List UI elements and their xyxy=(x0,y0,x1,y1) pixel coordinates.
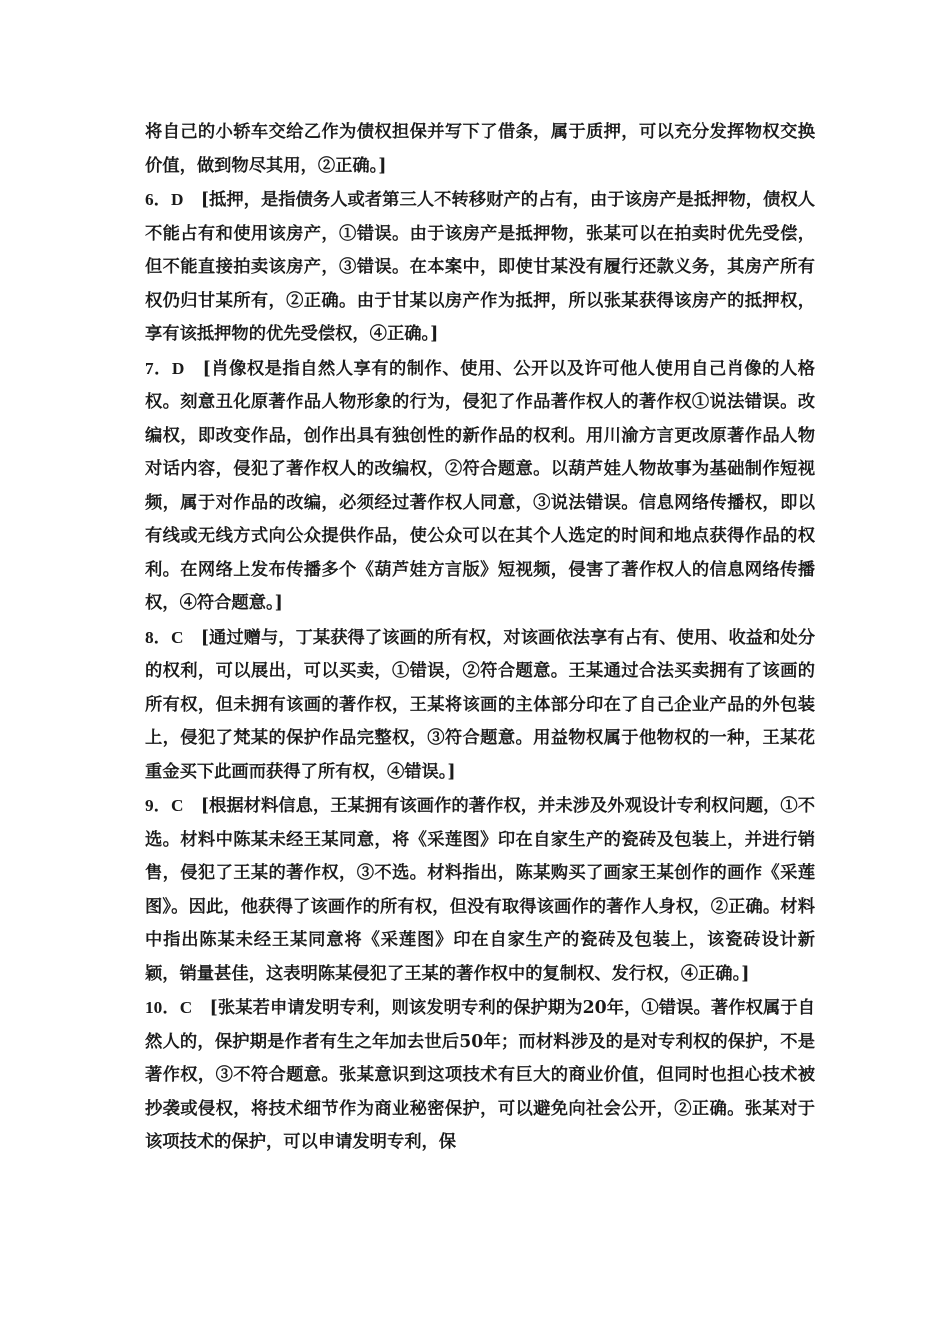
answer-number: 10．C xyxy=(145,998,210,1017)
paragraph-text: [张某若申请发明专利，则该发明专利的保护期为20年，①错误。著作权属于自然人的，保护期是作者有生之年加去世后50年；而材料涉及的是对专利权的保护，不是著作权，③不符合题意。张某意识到这项技术有巨大的商业价值，但同时也担心技术被抄袭或侵权，将技术细节作为商业秘密保护，可以避免向社会公开，②正确。张某对于该项技术的保护，可以申请发明专利，保 xyxy=(145,998,815,1152)
paragraph-text: [根据材料信息，王某拥有该画作的著作权，并未涉及外观设计专利权问题，①不选。材料中陈某未经王某同意，将《采莲图》印在自家生产的瓷砖及包装上，并进行销售，侵犯了王某的著作权，③不选。材料指出，陈某购买了画家王某创作的画作《采莲图》。因此，他获得了该画作的所有权，但没有取得该画作的著作人身权，②正确。材料中指出陈某未经王某同意将《采莲图》印在自家生产的瓷砖及包装上，该瓷砖设计新颖，销量甚佳，这表明陈某侵犯了王某的著作权中的复制权、发行权，④正确。] xyxy=(145,796,815,984)
answer-number: 9．C xyxy=(145,796,201,815)
answer-item-8 xyxy=(145,621,815,790)
answer-number: 6．D xyxy=(145,190,201,209)
answer-item-9 xyxy=(145,789,815,991)
paragraph-text: [肖像权是指自然人享有的制作、使用、公开以及许可他人使用自己肖像的人格权。刻意丑化原著作品人物形象的行为，侵犯了作品著作权人的著作权①说法错误。改编权，即改变作品，创作出具有独创性的新作品的权利。用川渝方言更改原著作品人物对话内容，侵犯了著作权人的改编权，②符合题意。以葫芦娃人物故事为基础制作短视频，属于对作品的改编，必须经过著作权人同意，③说法错误。信息网络传播权，即以有线或无线方式向公众提供作品，使公众可以在其个人选定的时间和地点获得作品的权利。在网络上发布传播多个《葫芦娃方言版》短视频，侵害了著作权人的信息网络传播权，④符合题意。] xyxy=(145,358,815,613)
answer-number: 7．D xyxy=(145,358,203,378)
paragraph-text: [抵押，是指债务人或者第三人不转移财产的占有，由于该房产是抵押物，债权人不能占有和使用该房产，①错误。由于该房产是抵押物，张某可以在拍卖时优先受偿，但不能直接拍卖该房产，③错误。在本案中，即使甘某没有履行还款义务，其房产所有权仍归甘某所有，②正确。由于甘某以房产作为抵押，所以张某获得该房产的抵押权，享有该抵押物的优先受偿权，④正确。] xyxy=(145,190,815,344)
paragraph-continuation xyxy=(145,116,815,183)
answer-item-6 xyxy=(145,183,815,352)
paragraph-text: [通过赠与，丁某获得了该画的所有权，对该画依法享有占有、使用、收益和处分的权利，可以展出，可以买卖，①错误，②符合题意。王某通过合法买卖拥有了该画的所有权，但未拥有该画的著作权，王某将该画的主体部分印在了自己企业产品的外包装上，侵犯了梵某的保护作品完整权，③符合题意。用益物权属于他物权的一种，王某花重金买下此画而获得了所有权，④错误。] xyxy=(145,627,815,782)
paragraph-text: 将自己的小轿车交给乙作为债权担保并写下了借条，属于质押，可以充分发挥物权交换价值，做到物尽其用，②正确。] xyxy=(145,122,815,176)
answer-item-10 xyxy=(145,991,815,1160)
answer-number: 8．C xyxy=(145,627,201,647)
answer-item-7 xyxy=(145,352,815,621)
answer-explanations xyxy=(145,116,815,1160)
